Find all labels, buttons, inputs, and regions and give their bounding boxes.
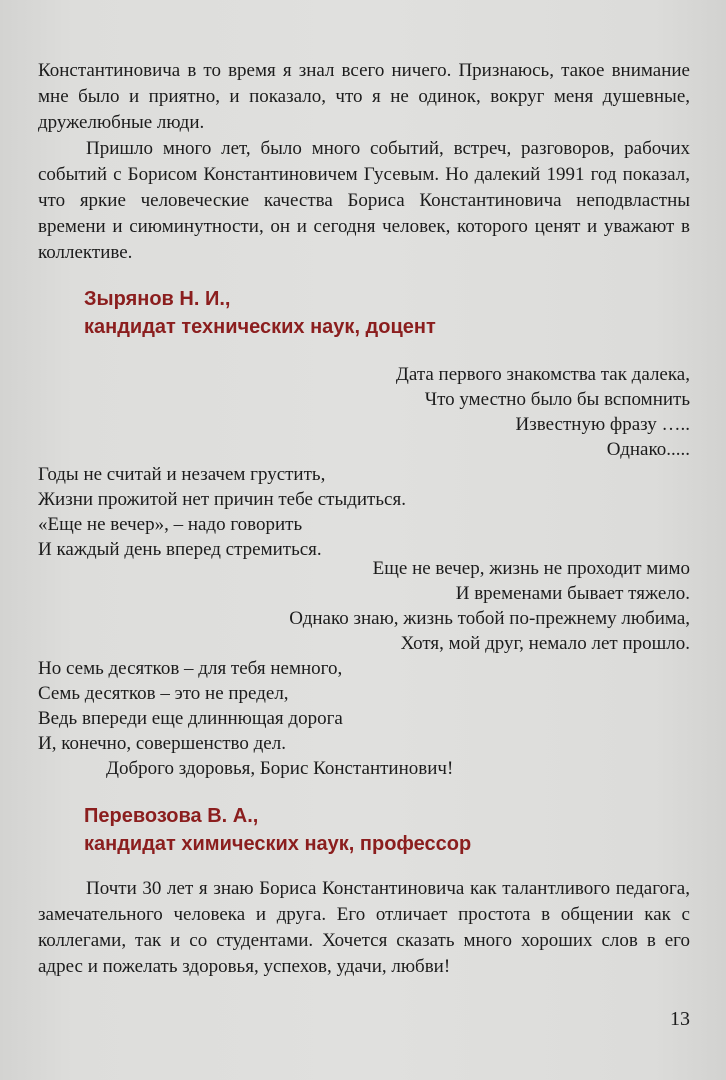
poem-stanza1-line: Жизни прожитой нет причин тебе стыдиться. xyxy=(38,489,406,510)
author2-title: кандидат химических наук, профессор xyxy=(84,833,472,855)
poem-stanza2-line: Еще не вечер, жизнь не проходит мимо xyxy=(372,558,690,579)
poem-intro-line-1: Дата первого знакомства так далека, xyxy=(395,364,690,385)
poem-stanza3-line: Ведь впереди еще длиннющая дорога xyxy=(38,708,343,729)
poem-intro-line-4: Однако..... xyxy=(606,439,690,460)
poem-stanza1-line: Годы не считай и незачем грустить, xyxy=(38,464,326,485)
poem-closing: Доброго здоровья, Борис Константинович! xyxy=(106,758,454,779)
poem-stanza3-line: Семь десятков – это не предел, xyxy=(38,683,289,704)
poem-stanza1-line: «Еще не вечер», – надо говорить xyxy=(38,514,303,535)
poem-stanza2-line: И временами бывает тяжело. xyxy=(455,583,690,604)
page-number: 13 xyxy=(670,1008,690,1030)
author2-name: Перевозова В. А., xyxy=(84,805,259,827)
poem-stanza3-line: И, конечно, совершенство дел. xyxy=(38,733,286,754)
paragraph-intro: Константиновича в то время я знал всего ничего. Признаюсь, такое внимание мне было и приятно, и показало, что я не одинок, вокруг меня душевные, дружелюбные люди. xyxy=(38,60,690,133)
author1-title: кандидат технических наук, доцент xyxy=(84,316,436,338)
poem-intro-line-3: Известную фразу ….. xyxy=(515,414,690,435)
poem-stanza2-line: Однако знаю, жизнь тобой по-прежнему любима, xyxy=(289,608,690,629)
paragraph-tribute: Почти 30 лет я знаю Бориса Константиновича как талантливого педагога, замечательного человека и друга. Его отличает простота в общении как с коллегами, так и со студентами. Хочется сказать много хороших слов в его адрес и пожелать здоровья, успехов, удачи, любви! xyxy=(38,878,690,977)
poem-intro-line-2: Что уместно было бы вспомнить xyxy=(424,389,690,410)
paragraph-memories: Пришло много лет, было много событий, встреч, разговоров, рабочих событий с Борисом Константиновичем Гусевым. Но далекий 1991 год показал, что яркие человеческие качества Бориса Константиновича неподвластны времени и сиюминутности, он и сегодня человек, которого ценят и уважают в коллективе. xyxy=(38,138,690,263)
author1-name: Зырянов Н. И., xyxy=(84,288,231,310)
poem-stanza3-line: Но семь десятков – для тебя немного, xyxy=(38,658,343,679)
poem-stanza1-line: И каждый день вперед стремиться. xyxy=(38,539,322,560)
poem-stanza2-line: Хотя, мой друг, немало лет прошло. xyxy=(400,633,690,654)
